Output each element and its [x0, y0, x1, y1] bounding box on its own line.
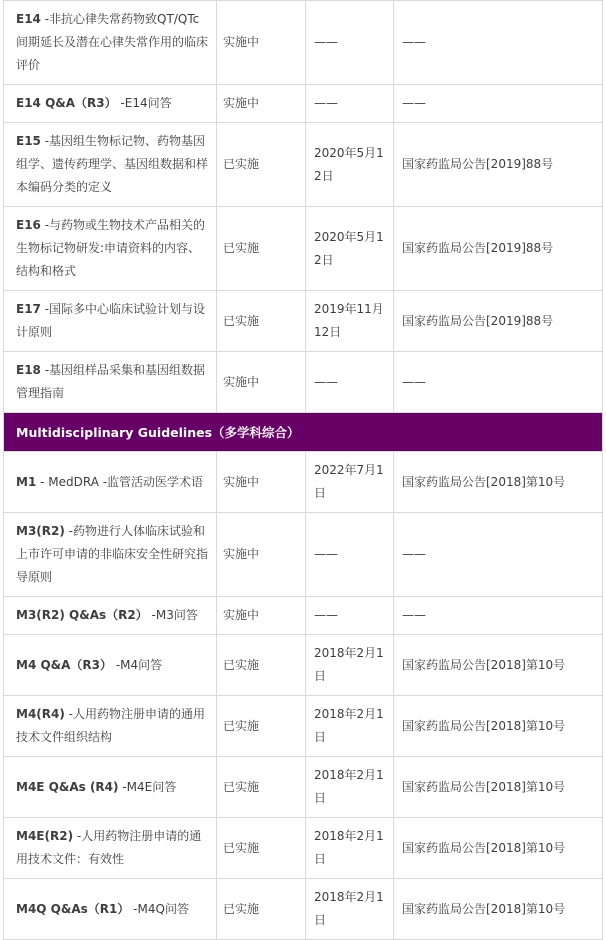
guidelines-table: [3, 0, 603, 940]
notice-cell: ——: [394, 352, 603, 413]
date-cell: 2018年2月1日: [306, 635, 394, 696]
date-cell: 2020年5月12日: [306, 207, 394, 291]
table-row: [4, 757, 603, 818]
table-row: [4, 1, 603, 85]
guideline-name-cell: [4, 123, 217, 207]
status-cell: 已实施: [217, 696, 306, 757]
guideline-name-cell: [4, 635, 217, 696]
guideline-code: M4Q Q&As（R1）: [16, 901, 130, 916]
status-cell: 已实施: [217, 635, 306, 696]
notice-cell: 国家药监局公告[2018]第10号: [394, 635, 603, 696]
guideline-desc: -非抗心律失常药物致QT/QTc间期延长及潜在心律失常作用的临床评价: [16, 12, 209, 72]
table-row: [4, 879, 603, 940]
status-cell: 已实施: [217, 818, 306, 879]
guideline-desc: -基因组生物标记物、药物基因组学、遗传药理学、基因组数据和样本编码分类的定义: [16, 134, 209, 194]
status-cell: 实施中: [217, 513, 306, 597]
guideline-code: E14 Q&A（R3）: [16, 96, 117, 110]
guideline-name-cell: [4, 513, 217, 597]
status-cell: 已实施: [217, 879, 306, 940]
notice-cell: 国家药监局公告[2018]第10号: [394, 452, 603, 513]
notice-cell: 国家药监局公告[2018]第10号: [394, 757, 603, 818]
status-cell: 实施中: [217, 352, 306, 413]
status-cell: 实施中: [217, 452, 306, 513]
date-cell: ——: [306, 597, 394, 635]
date-cell: 2019年11月12日: [306, 291, 394, 352]
guideline-desc: -M3问答: [147, 608, 198, 622]
notice-cell: ——: [394, 85, 603, 123]
guideline-desc: -基因组样品采集和基因组数据管理指南: [16, 363, 206, 400]
table-row: [4, 207, 603, 291]
date-cell: 2018年2月1日: [306, 818, 394, 879]
table-row: [4, 123, 603, 207]
notice-cell: ——: [394, 1, 603, 85]
guideline-desc: -M4问答: [112, 657, 163, 672]
table-row: [4, 635, 603, 696]
date-cell: 2022年7月1日: [306, 452, 394, 513]
notice-cell: ——: [394, 597, 603, 635]
table-row: [4, 452, 603, 513]
date-cell: ——: [306, 513, 394, 597]
guideline-code: M4 Q&A（R3）: [16, 657, 113, 672]
notice-cell: 国家药监局公告[2018]第10号: [394, 818, 603, 879]
guideline-desc: -药物进行人体临床试验和上市许可申请的非临床安全性研究指导原则: [16, 524, 209, 584]
status-cell: 已实施: [217, 757, 306, 818]
notice-cell: 国家药监局公告[2019]88号: [394, 123, 603, 207]
guideline-name-cell: [4, 452, 217, 513]
status-cell: 已实施: [217, 207, 306, 291]
notice-cell: 国家药监局公告[2018]第10号: [394, 696, 603, 757]
guideline-code: M4E Q&As (R4): [16, 779, 119, 794]
table-row: [4, 513, 603, 597]
date-cell: ——: [306, 85, 394, 123]
guideline-name-cell: [4, 818, 217, 879]
guideline-code: E15: [16, 134, 41, 148]
guideline-code: M3(R2) Q&As（R2）: [16, 608, 148, 622]
guideline-code: E17: [16, 302, 41, 316]
guideline-desc: -M4E问答: [118, 779, 177, 794]
section-header-row: [4, 413, 603, 452]
table-row: [4, 352, 603, 413]
guideline-name-cell: [4, 696, 217, 757]
table-row: [4, 85, 603, 123]
guideline-desc: -人用药物注册申请的通用技术文件：有效性: [16, 829, 202, 866]
guideline-name-cell: [4, 291, 217, 352]
guideline-code: M1: [16, 474, 37, 489]
date-cell: 2018年2月1日: [306, 757, 394, 818]
guideline-desc: -国际多中心临床试验计划与设计原则: [16, 302, 206, 339]
status-cell: 实施中: [217, 85, 306, 123]
guideline-code: M4E(R2): [16, 829, 74, 843]
guideline-code: E14: [16, 12, 41, 26]
date-cell: ——: [306, 1, 394, 85]
guideline-desc: - MedDRA -监管活动医学术语: [36, 474, 204, 489]
guideline-desc: -人用药物注册申请的通用技术文件组织结构: [16, 707, 206, 744]
notice-cell: 国家药监局公告[2018]第10号: [394, 879, 603, 940]
notice-cell: 国家药监局公告[2019]88号: [394, 207, 603, 291]
guideline-name-cell: [4, 597, 217, 635]
guideline-name-cell: [4, 207, 217, 291]
guideline-name-cell: [4, 352, 217, 413]
notice-cell: 国家药监局公告[2019]88号: [394, 291, 603, 352]
guideline-name-cell: [4, 1, 217, 85]
guideline-code: M3(R2): [16, 524, 65, 538]
guideline-code: M4(R4): [16, 707, 65, 721]
table-row: [4, 696, 603, 757]
guideline-desc: -M4Q问答: [129, 901, 189, 916]
status-cell: 实施中: [217, 597, 306, 635]
table-row: [4, 597, 603, 635]
date-cell: ——: [306, 352, 394, 413]
section-title: Multidisciplinary Guidelines（多学科综合）: [4, 413, 603, 452]
guideline-code: E18: [16, 363, 41, 377]
table-row: [4, 291, 603, 352]
notice-cell: ——: [394, 513, 603, 597]
table-row: [4, 818, 603, 879]
guideline-name-cell: [4, 757, 217, 818]
date-cell: 2018年2月1日: [306, 879, 394, 940]
guideline-code: E16: [16, 218, 41, 232]
date-cell: 2018年2月1日: [306, 696, 394, 757]
guideline-desc: -与药物或生物技术产品相关的生物标记物研发:申请资料的内容、结构和格式: [16, 218, 206, 278]
guideline-name-cell: [4, 85, 217, 123]
guideline-desc: -E14问答: [116, 96, 172, 110]
status-cell: 已实施: [217, 291, 306, 352]
date-cell: 2020年5月12日: [306, 123, 394, 207]
guideline-name-cell: [4, 879, 217, 940]
status-cell: 已实施: [217, 123, 306, 207]
status-cell: 实施中: [217, 1, 306, 85]
